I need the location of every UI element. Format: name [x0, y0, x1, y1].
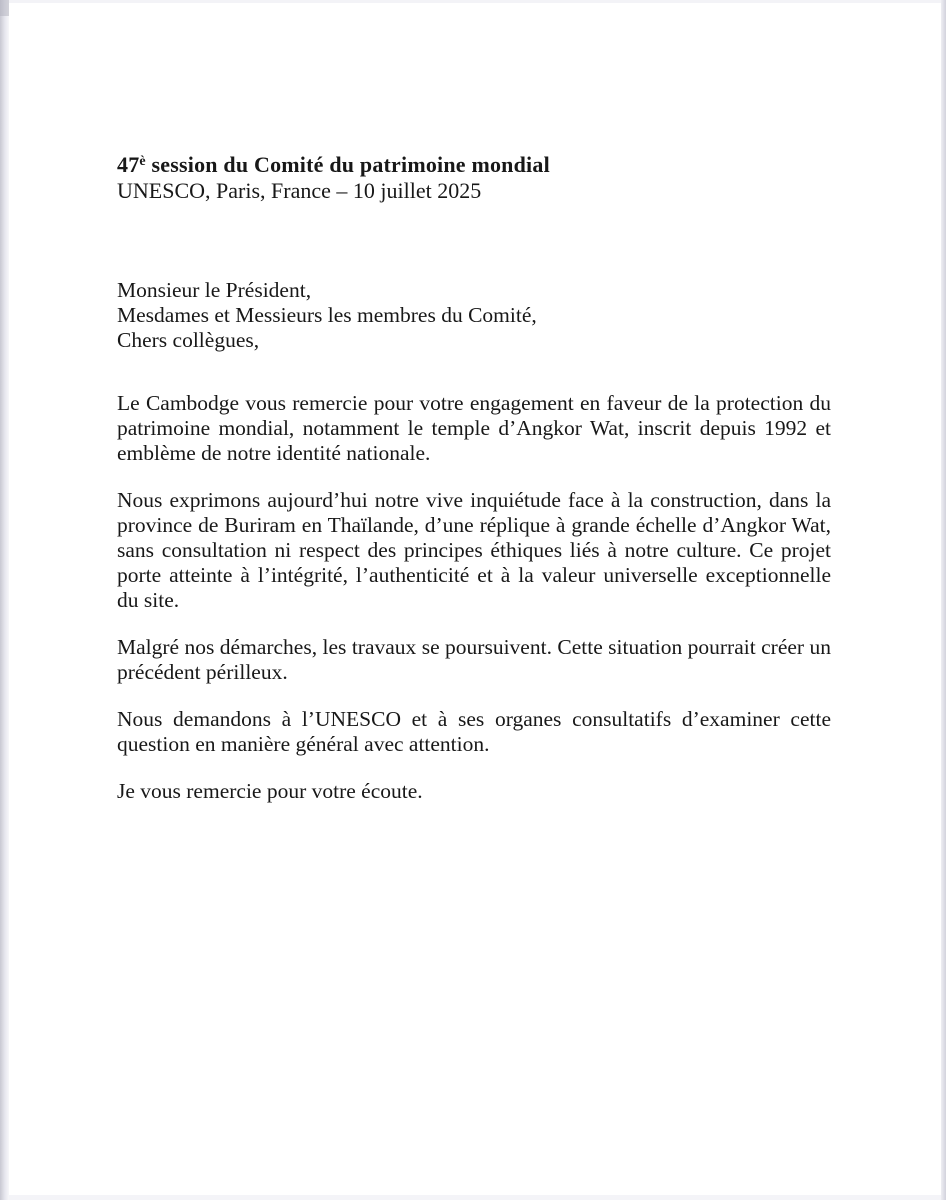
letter-subtitle: UNESCO, Paris, France – 10 juillet 2025	[117, 178, 482, 203]
letter-title	[117, 152, 831, 178]
title-text: session du Comité du patrimoine mondial	[145, 152, 550, 177]
page-edge-right	[941, 0, 946, 1200]
salutation-line-members: Mesdames et Messieurs les membres du Comité,	[117, 303, 537, 327]
title-ordinal-superscript: è	[139, 154, 146, 169]
paragraph-thanks: Le Cambodge vous remercie pour votre engagement en faveur de la protection du patrimoine mondial, notamment le temple d’Angkor Wat, inscrit depuis 1992 et emblème de notre identité nationale.	[117, 391, 831, 465]
closing-line: Je vous remercie pour votre écoute.	[117, 779, 423, 803]
title-number: 47	[117, 152, 140, 177]
salutation-line-president: Monsieur le Président,	[117, 278, 312, 302]
page-edge-left	[0, 0, 9, 1200]
paragraph-precedent: Malgré nos démarches, les travaux se poursuivent. Cette situation pourrait créer un précédent périlleux.	[117, 635, 831, 684]
paragraph-concern: Nous exprimons aujourd’hui notre vive inquiétude face à la construction, dans la province de Buriram en Thaïlande, d’une réplique à grande échelle d’Angkor Wat, sans consultation ni respect des principes éthiques liés à notre culture. Ce projet porte atteinte à l’intégrité, l’authenticité et à la valeur universelle exceptionnelle du site.	[117, 488, 831, 612]
salutation-line-colleagues: Chers collègues,	[117, 328, 260, 352]
salutation-block	[117, 278, 831, 353]
letter-page	[9, 3, 941, 1195]
letter-body	[117, 391, 831, 757]
paragraph-request: Nous demandons à l’UNESCO et à ses organes consultatifs d’examiner cette question en manière général avec attention.	[117, 707, 831, 756]
